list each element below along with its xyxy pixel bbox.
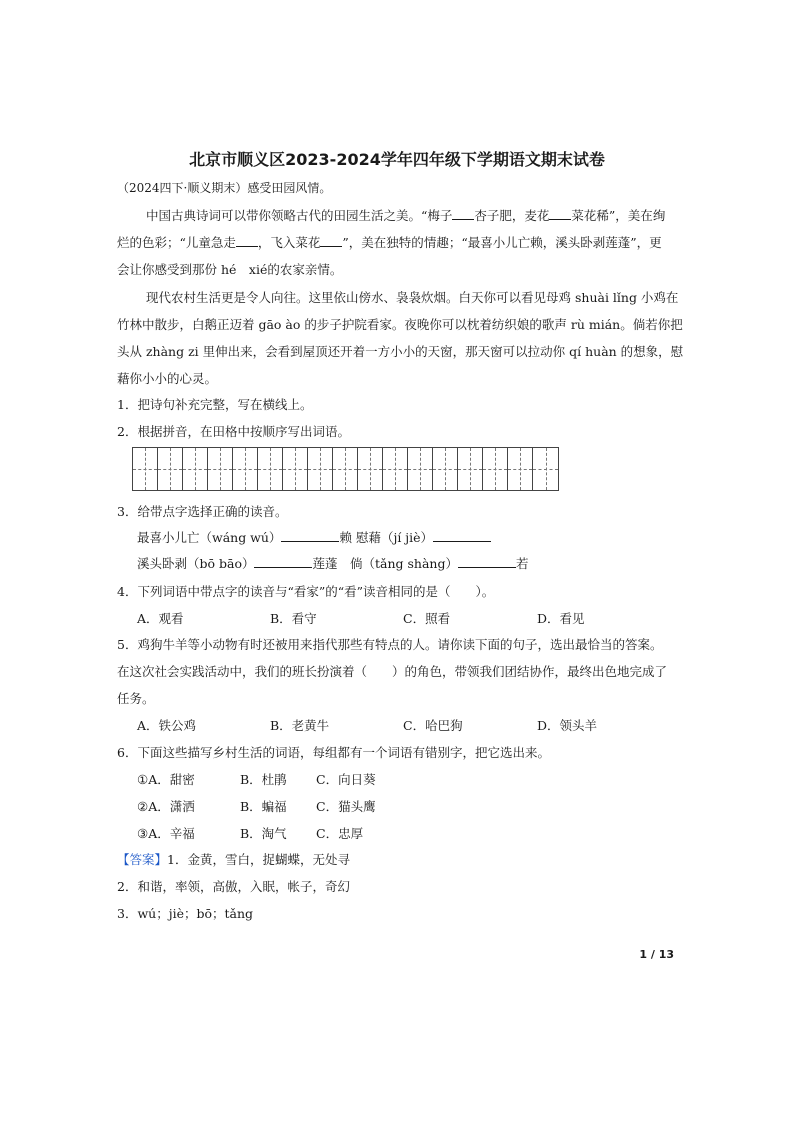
option[interactable]: B．蝙福 [240,799,287,814]
fill-blank[interactable] [458,556,516,568]
option[interactable]: B．淘气 [240,826,287,841]
option-c[interactable]: C．照看 [403,611,451,626]
grid-cell[interactable] [333,448,358,490]
page-title: 北京市顺义区2023-2024学年四年级下学期语文期末试卷 [189,150,605,169]
option[interactable]: ③A．辛福 [137,826,195,841]
option-a[interactable]: A．铁公鸡 [137,718,197,733]
question-3: 3．给带点字选择正确的读音。 [117,504,288,519]
fill-blank [320,235,342,247]
grid-cell[interactable] [483,448,508,490]
passage-line: 头从 zhàng zi 里伸出来，会看到屋顶还开着一方小小的天窗，那天窗可以拉动你 qí huàn 的想象，慰 [117,344,684,359]
fill-blank[interactable] [281,530,339,542]
passage-line: 竹林中散步，白鹅正迈着 gāo ào 的步子护院看家。夜晚你可以枕着纺织娘的歌声 rù mián。倘若你把 [117,317,683,332]
grid-cell[interactable] [533,448,558,490]
option-d[interactable]: D．看见 [537,611,585,626]
question-1: 1．把诗句补充完整，写在横线上。 [117,397,313,412]
fill-blank [236,235,258,247]
question-5-line: 任务。 [117,691,155,706]
grid-cell[interactable] [433,448,458,490]
option[interactable]: C．向日葵 [316,772,376,787]
passage-line: 烂的色彩；“儿童急走 ，飞入菜花 ”，美在独特的情趣；“最喜小儿亡赖，溪头卧剥莲蓬”，更 [117,235,662,250]
question-5-line: 在这次社会实践活动中，我们的班长扮演着（ ）的角色，带领我们团结协作，最终出色地完成了 [117,664,668,679]
option-b[interactable]: B．老黄牛 [270,718,330,733]
passage-line: 中国古典诗词可以带你领略古代的田园生活之美。“梅子 杏子肥，麦花 菜花稀”，美在绚 [146,208,666,223]
page-number: 1 / 13 [639,948,674,961]
grid-cell[interactable] [358,448,383,490]
grid-cell[interactable] [133,448,158,490]
question-4: 4．下列词语中带点字的读音与“看家”的“看”读音相同的是（ ）。 [117,584,495,599]
question-6: 6．下面这些描写乡村生活的词语，每组都有一个词语有错别字，把它选出来。 [117,745,550,760]
source-note: （2024四下·顺义期末）感受田园风情。 [117,181,332,195]
fill-blank [549,208,571,220]
option[interactable]: ②A．潇洒 [137,799,195,814]
question-4-options [0,611,794,627]
question-6-group-1 [0,772,794,788]
grid-cell[interactable] [408,448,433,490]
option[interactable]: B．杜鹃 [240,772,287,787]
option-a[interactable]: A．观看 [137,611,184,626]
question-2: 2．根据拼音，在田格中按顺序写出词语。 [117,424,350,439]
option-d[interactable]: D．领头羊 [537,718,598,733]
grid-cell[interactable] [283,448,308,490]
writing-grid [132,447,559,491]
question-5: 5．鸡狗牛羊等小动物有时还被用来指代那些有特点的人。请你读下面的句子，选出最恰当的答案。 [117,637,663,652]
question-3-row-2: 溪头卧剥（bō bāo） 莲蓬 倘（tǎng shàng） 若 [137,556,529,571]
option[interactable]: C．猫头鹰 [316,799,376,814]
answer-tag: 【答案】 [117,852,168,867]
grid-cell[interactable] [508,448,533,490]
passage-line: 现代农村生活更是令人向往。这里依山傍水、袅袅炊烟。白天你可以看见母鸡 shuài lǐng 小鸡在 [146,290,679,305]
answer-line: 【答案】1．金黄，雪白，捉蝴蝶，无处寻 [117,852,350,867]
option-c[interactable]: C．哈巴狗 [403,718,463,733]
grid-cell[interactable] [233,448,258,490]
grid-cell[interactable] [258,448,283,490]
option-b[interactable]: B．看守 [270,611,317,626]
question-3-row-1: 最喜小儿亡（wáng wú） 赖 慰藉（jí jiè） [137,530,697,546]
grid-cell[interactable] [183,448,208,490]
grid-cell[interactable] [458,448,483,490]
passage-line: 藉你小小的心灵。 [117,371,218,386]
option[interactable]: ①A．甜密 [137,772,195,787]
grid-cell[interactable] [308,448,333,490]
fill-blank[interactable] [433,530,491,542]
grid-cell[interactable] [383,448,408,490]
passage-line: 会让你感受到那份 hé xié的农家亲情。 [117,262,343,277]
grid-cell[interactable] [208,448,233,490]
answer-line: 3．wú；jiè；bō；tǎng [117,906,254,921]
answer-line: 2．和谐，率领，高傲，入眠，帐子，奇幻 [117,879,350,894]
grid-cell[interactable] [158,448,183,490]
option[interactable]: C．忠厚 [316,826,364,841]
question-6-group-3 [0,826,794,842]
question-6-group-2 [0,799,794,815]
fill-blank[interactable] [254,556,312,568]
fill-blank [452,208,474,220]
question-5-options [0,718,794,734]
